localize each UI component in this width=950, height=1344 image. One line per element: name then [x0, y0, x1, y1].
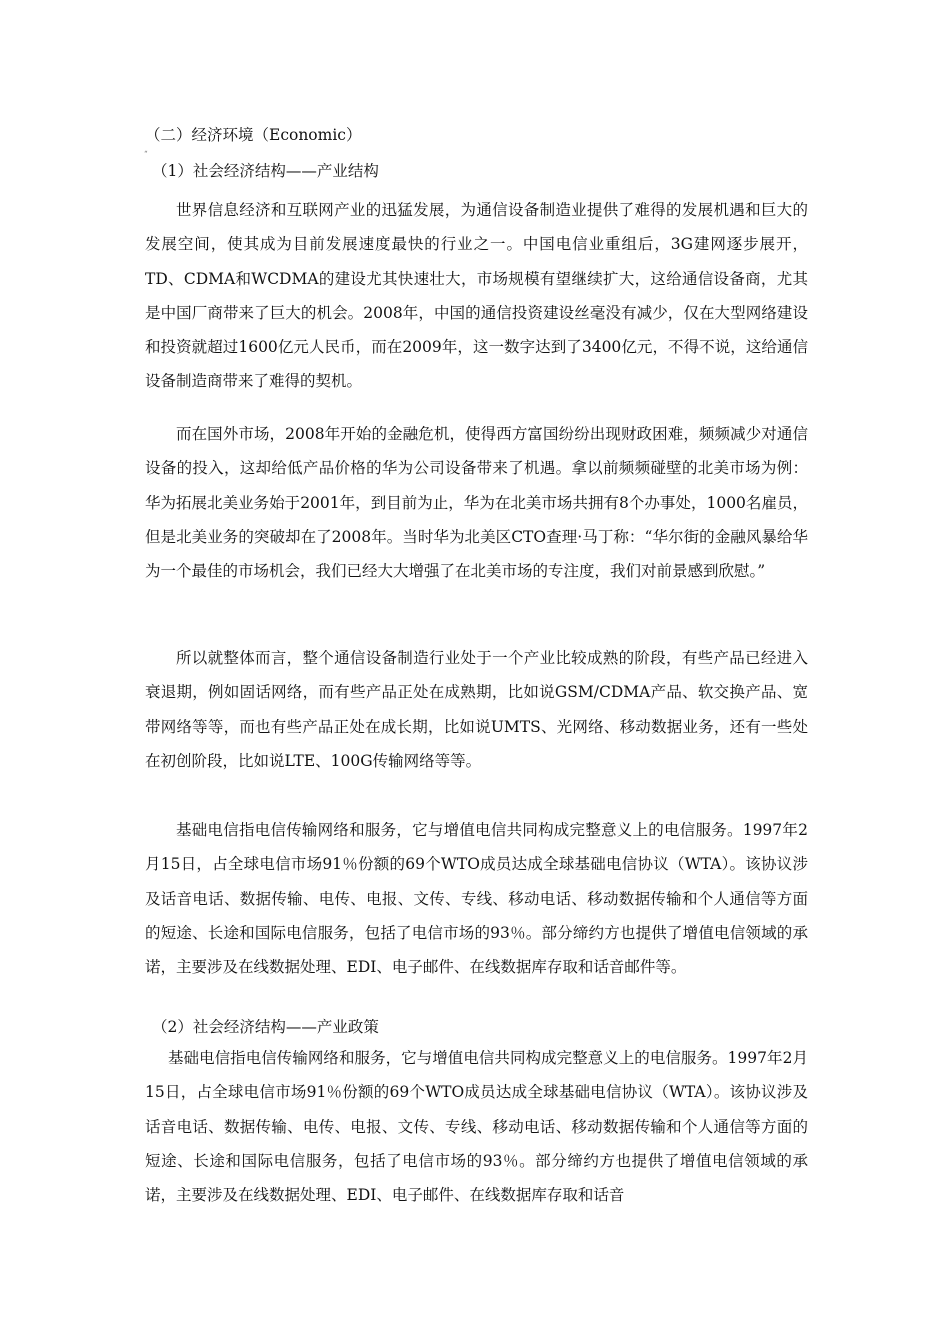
- section-heading: （二）经济环境（Economic）: [145, 126, 362, 144]
- paragraph: 基础电信指电信传输网络和服务，它与增值电信共同构成完整意义上的电信服务。1997年2月15日，占全球电信市场91％份额的69个WTO成员达成全球基础电信协议（WTA）。该协议涉及话音电话、数据传输、电传、电报、文传、专线、移动电话、移动数据传输和个人通信等方面的短途、长途和国际电信服务，包括了电信市场的93％。部分缔约方也提供了增值电信领域的承诺，主要涉及在线数据处理、EDI、电子邮件、在线数据库存取和话音邮件等。: [145, 821, 808, 977]
- subheading-industry-policy: （2）社会经济结构——产业政策: [152, 1018, 379, 1036]
- subheading-industry-structure: （1）社会经济结构——产业结构: [152, 162, 379, 180]
- stray-mark: “: [144, 150, 148, 158]
- paragraph: 所以就整体而言，整个通信设备制造行业处于一个产业比较成熟的阶段，有些产品已经进入衰退期，例如固话网络，而有些产品正处在成熟期，比如说GSM/CDMA产品、软交换产品、宽带网络等等，而也有些产品正处在成长期，比如说UMTS、光网络、移动数据业务，还有一些处在初创阶段，比如说LTE、100G传输网络等等。: [145, 649, 808, 770]
- paragraph: 而在国外市场，2008年开始的金融危机，使得西方富国纷纷出现财政困难，频频减少对通信设备的投入，这却给低产品价格的华为公司设备带来了机遇。拿以前频频碰壁的北美市场为例：华为拓展北美业务始于2001年，到目前为止，华为在北美市场共拥有8个办事处，1000名雇员，但是北美业务的突破却在了2008年。当时华为北美区CTO查理·马丁称：“华尔街的金融风暴给华为一个最佳的市场机会，我们已经大大增强了在北美市场的专注度，我们对前景感到欣慰。”: [145, 425, 808, 581]
- paragraph: 世界信息经济和互联网产业的迅猛发展，为通信设备制造业提供了难得的发展机遇和巨大的发展空间，使其成为目前发展速度最快的行业之一。中国电信业重组后，3G建网逐步展开，TD、CDMA和WCDMA的建设尤其快速壮大，市场规模有望继续扩大，这给通信设备商，尤其是中国厂商带来了巨大的机会。2008年，中国的通信投资建设丝毫没有减少，仅在大型网络建设和投资就超过1600亿元人民币，而在2009年，这一数字达到了3400亿元，不得不说，这给通信设备制造商带来了难得的契机。: [145, 201, 808, 391]
- paragraph: 基础电信指电信传输网络和服务，它与增值电信共同构成完整意义上的电信服务。1997年2月15日，占全球电信市场91％份额的69个WTO成员达成全球基础电信协议（WTA）。该协议涉及话音电话、数据传输、电传、电报、文传、专线、移动电话、移动数据传输和个人通信等方面的短途、长途和国际电信服务，包括了电信市场的93％。部分缔约方也提供了增值电信领域的承诺，主要涉及在线数据处理、EDI、电子邮件、在线数据库存取和话音: [145, 1049, 808, 1205]
